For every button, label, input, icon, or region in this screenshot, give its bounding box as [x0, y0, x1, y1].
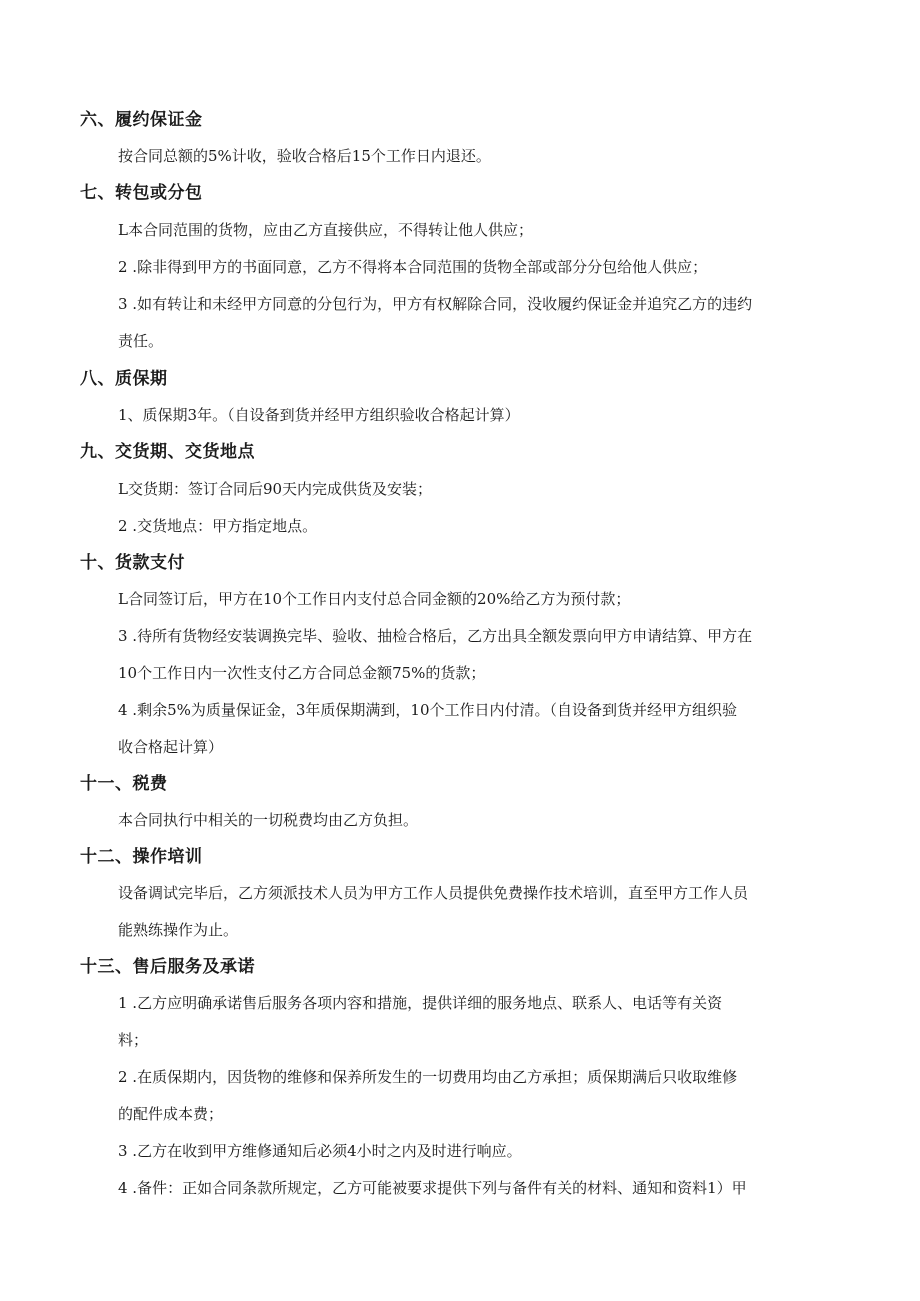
section-6-line-1: 按合同总额的5%计收，验收合格后15个工作日内退还。 [118, 147, 491, 165]
section-9-line-1: L交货期：签订合同后90天内完成供货及安装； [118, 480, 433, 498]
section-9-line-2: 2 .交货地点：甲方指定地点。 [118, 517, 318, 535]
section-13-line-6: 4 .备件：正如合同条款所规定，乙方可能被要求提供下列与备件有关的材料、通知和资料1）甲 [118, 1179, 747, 1197]
section-13-line-3: 2 .在质保期内，因货物的维修和保养所发生的一切费用均由乙方承担；质保期满后只收取维修 [118, 1068, 738, 1086]
section-7-line-3: 3 .如有转让和未经甲方同意的分包行为，甲方有权解除合同，没收履约保证金并追究乙方的违约 [118, 295, 753, 313]
section-13-line-2: 料； [118, 1031, 149, 1049]
section-heading-12: 十二、操作培训 [80, 847, 203, 867]
section-heading-11: 十一、税费 [80, 774, 168, 794]
section-10-line-5: 收合格起计算） [118, 738, 224, 756]
section-10-line-3: 10个工作日内一次性支付乙方合同总金额75%的货款； [118, 664, 486, 682]
section-heading-8: 八、质保期 [80, 369, 168, 389]
section-7-line-4: 责任。 [118, 332, 164, 350]
section-7-line-2: 2 .除非得到甲方的书面同意，乙方不得将本合同范围的货物全部或部分分包给他人供应； [118, 258, 708, 276]
section-12-line-2: 能熟练操作为止。 [118, 921, 239, 939]
section-13-line-1: 1 .乙方应明确承诺售后服务各项内容和措施，提供详细的服务地点、联系人、电话等有关资 [118, 994, 723, 1012]
section-13-line-4: 的配件成本费； [118, 1105, 224, 1123]
section-11-line-1: 本合同执行中相关的一切税费均由乙方负担。 [118, 811, 419, 829]
section-10-line-1: L合同签订后，甲方在10个工作日内支付总合同金额的20%给乙方为预付款； [118, 590, 631, 608]
section-10-line-2: 3 .待所有货物经安装调换完毕、验收、抽检合格后，乙方出具全额发票向甲方申请结算、甲方在 [118, 627, 753, 645]
section-heading-7: 七、转包或分包 [80, 183, 203, 203]
section-heading-9: 九、交货期、交货地点 [80, 442, 255, 462]
section-8-line-1: 1、质保期3年。（自设备到货并经甲方组织验收合格起计算） [118, 406, 520, 424]
section-12-line-1: 设备调试完毕后，乙方须派技术人员为甲方工作人员提供免费操作技术培训，直至甲方工作人员 [118, 884, 749, 902]
section-heading-13: 十三、售后服务及承诺 [80, 957, 255, 977]
section-10-line-4: 4 .剩余5%为质量保证金，3年质保期满到，10个工作日内付清。（自设备到货并经甲方组织验 [118, 701, 738, 719]
section-heading-6: 六、履约保证金 [80, 110, 203, 130]
section-13-line-5: 3 .乙方在收到甲方维修通知后必须4小时之内及时进行响应。 [118, 1142, 522, 1160]
section-heading-10: 十、货款支付 [80, 553, 185, 573]
section-7-line-1: L本合同范围的货物，应由乙方直接供应，不得转让他人供应； [118, 221, 533, 239]
